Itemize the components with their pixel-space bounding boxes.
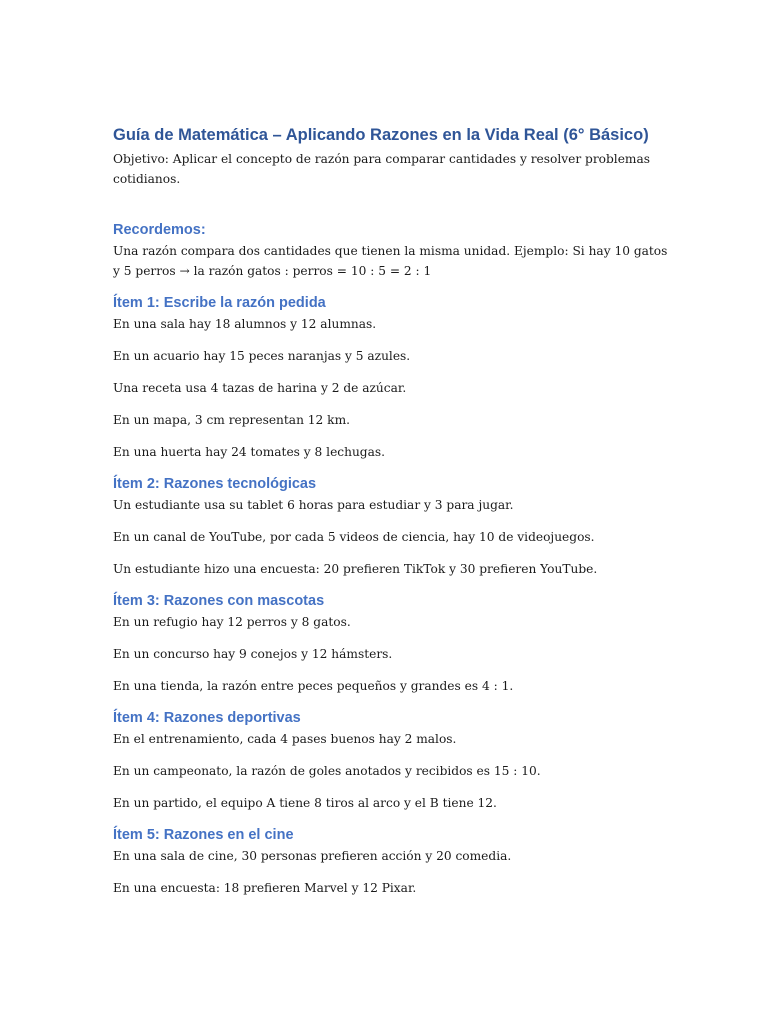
document-page bbox=[113, 124, 673, 898]
section-heading: Ítem 1: Escribe la razón pedida bbox=[113, 295, 326, 311]
exercise-list bbox=[113, 729, 673, 813]
exercise-item: Un estudiante hizo una encuesta: 20 prefieren TikTok y 30 prefieren YouTube. bbox=[113, 562, 598, 576]
section-heading: Ítem 4: Razones deportivas bbox=[113, 710, 301, 726]
section-item-2 bbox=[113, 474, 673, 579]
section-item-4 bbox=[113, 708, 673, 813]
exercise-list bbox=[113, 495, 673, 579]
document-title: Guía de Matemática – Aplicando Razones en la Vida Real (6° Básico) bbox=[113, 126, 649, 144]
exercise-item: En un mapa, 3 cm representan 12 km. bbox=[113, 413, 350, 427]
exercise-item: En una sala de cine, 30 personas prefieren acción y 20 comedia. bbox=[113, 849, 512, 863]
exercise-item: En una encuesta: 18 prefieren Marvel y 12 Pixar. bbox=[113, 881, 417, 895]
exercise-item: En un refugio hay 12 perros y 8 gatos. bbox=[113, 615, 351, 629]
exercise-item: En una huerta hay 24 tomates y 8 lechugas. bbox=[113, 445, 386, 459]
recall-heading: Recordemos: bbox=[113, 222, 206, 238]
exercise-item: En una sala hay 18 alumnos y 12 alumnas. bbox=[113, 317, 377, 331]
exercise-item: Una receta usa 4 tazas de harina y 2 de azúcar. bbox=[113, 381, 407, 395]
exercise-list bbox=[113, 612, 673, 696]
exercise-item: En una tienda, la razón entre peces pequeños y grandes es 4 : 1. bbox=[113, 679, 514, 693]
exercise-item: En un canal de YouTube, por cada 5 videos de ciencia, hay 10 de videojuegos. bbox=[113, 530, 595, 544]
exercise-item: Un estudiante usa su tablet 6 horas para estudiar y 3 para jugar. bbox=[113, 498, 514, 512]
section-heading: Ítem 3: Razones con mascotas bbox=[113, 593, 325, 609]
section-item-1 bbox=[113, 293, 673, 462]
section-heading: Ítem 2: Razones tecnológicas bbox=[113, 476, 317, 492]
exercise-item: En un acuario hay 15 peces naranjas y 5 azules. bbox=[113, 349, 411, 363]
section-heading: Ítem 5: Razones en el cine bbox=[113, 827, 294, 843]
section-item-3 bbox=[113, 591, 673, 696]
exercise-list bbox=[113, 846, 673, 898]
objective-text: Objetivo: Aplicar el concepto de razón para comparar cantidades y resolver problemas cotidianos. bbox=[113, 152, 650, 186]
exercise-list bbox=[113, 314, 673, 462]
exercise-item: En el entrenamiento, cada 4 pases buenos hay 2 malos. bbox=[113, 732, 457, 746]
section-item-5 bbox=[113, 825, 673, 898]
exercise-item: En un partido, el equipo A tiene 8 tiros al arco y el B tiene 12. bbox=[113, 796, 497, 810]
exercise-item: En un campeonato, la razón de goles anotados y recibidos es 15 : 10. bbox=[113, 764, 541, 778]
exercise-item: En un concurso hay 9 conejos y 12 hámsters. bbox=[113, 647, 393, 661]
recall-text: Una razón compara dos cantidades que tienen la misma unidad. Ejemplo: Si hay 10 gatos y 5 perros → la razón gatos : perros = 10 : 5 = 2 : 1 bbox=[113, 244, 668, 278]
